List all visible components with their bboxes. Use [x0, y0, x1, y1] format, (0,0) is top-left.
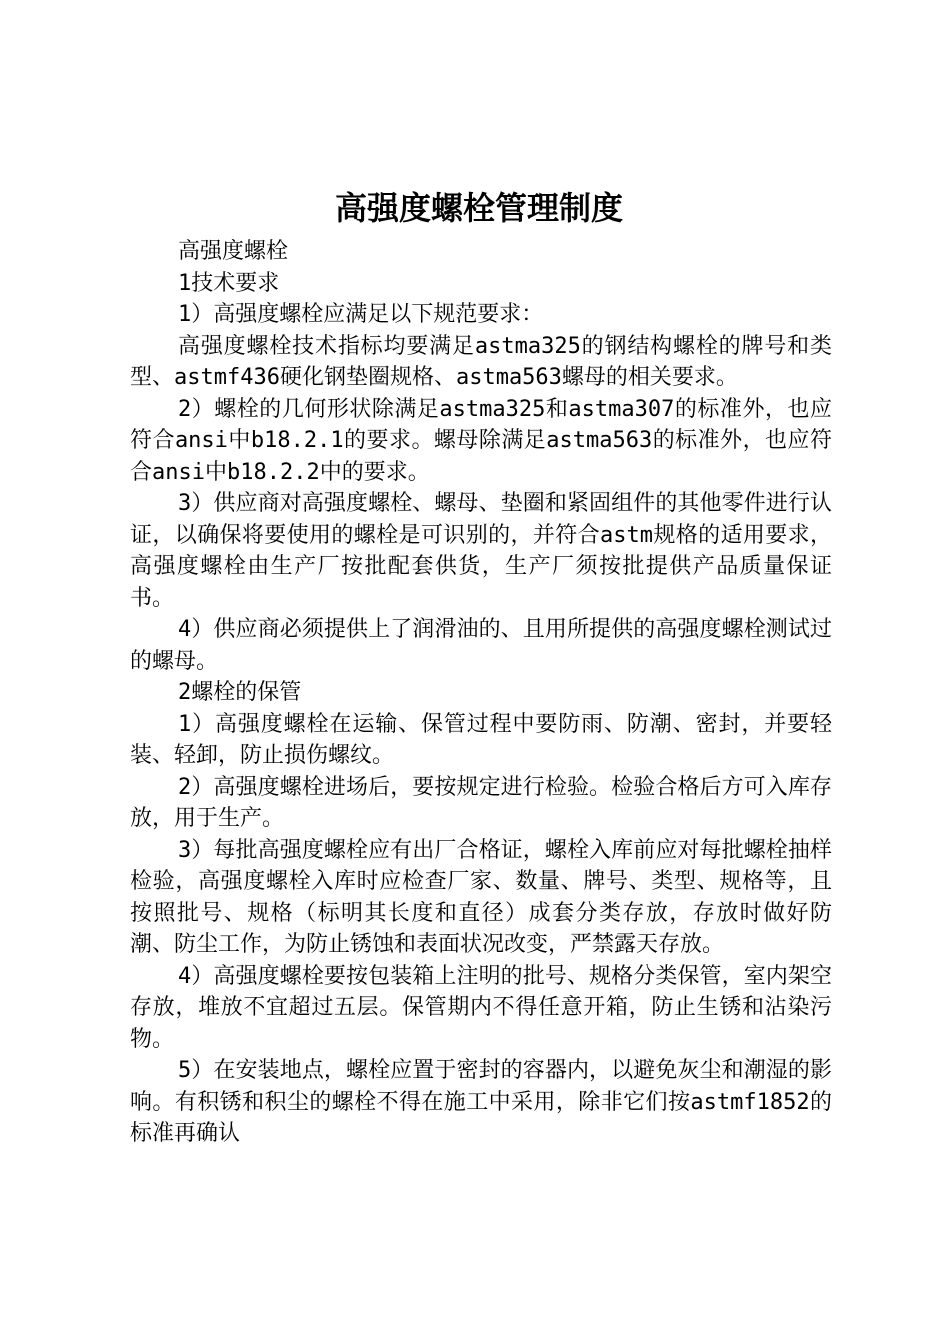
section-heading-technical-requirements: 1技术要求 [178, 270, 280, 296]
paragraph: 1）高强度螺栓应满足以下规范要求： [178, 302, 544, 327]
paragraph: 4）供应商必须提供上了润滑油的、且用所提供的高强度螺栓测试过的螺母。 [130, 617, 832, 674]
paragraph: 高强度螺栓技术指标均要满足astma325的钢结构螺栓的牌号和类型、astmf436硬化钢垫圈规格、astma563螺母的相关要求。 [130, 333, 832, 390]
paragraph: 2）螺栓的几何形状除满足astma325和astma307的标准外，也应符合ansi中b18.2.1的要求。螺母除满足astma563的标准外，也应符合ansi中b18.2.2中的要求。 [130, 396, 832, 485]
document-title: 高强度螺栓管理制度 [334, 189, 623, 227]
paragraph: 3）供应商对高强度螺栓、螺母、垫圈和紧固组件的其他零件进行认证，以确保将要使用的螺栓是可识别的，并符合astm规格的适用要求，高强度螺栓由生产厂按批配套供货，生产厂须按批提供产品质量保证书。 [130, 491, 832, 611]
paragraph: 4）高强度螺栓要按包装箱上注明的批号、规格分类保管，室内架空存放，堆放不宜超过五层。保管期内不得任意开箱，防止生锈和沾染污物。 [130, 963, 832, 1052]
section-heading-bolt-storage: 2螺栓的保管 [178, 680, 302, 705]
paragraph-heading: 高强度螺栓 [178, 239, 289, 264]
paragraph: 2）高强度螺栓进场后，要按规定进行检验。检验合格后方可入库存放，用于生产。 [130, 774, 832, 831]
paragraph: 5）在安装地点，螺栓应置于密封的容器内，以避免灰尘和潮湿的影响。有积锈和积尘的螺栓不得在施工中采用，除非它们按astmf1852的标准再确认 [130, 1058, 832, 1146]
paragraph: 3）每批高强度螺栓应有出厂合格证，螺栓入库前应对每批螺栓抽样检验，高强度螺栓入库时应检查厂家、数量、牌号、类型、规格等，且按照批号、规格（标明其长度和直径）成套分类存放，存放时做好防潮、防尘工作，为防止锈蚀和表面状况改变，严禁露天存放。 [130, 837, 832, 957]
paragraph: 1）高强度螺栓在运输、保管过程中要防雨、防潮、密封，并要轻装、轻卸，防止损伤螺纹。 [130, 711, 832, 768]
document-body [130, 236, 832, 1150]
